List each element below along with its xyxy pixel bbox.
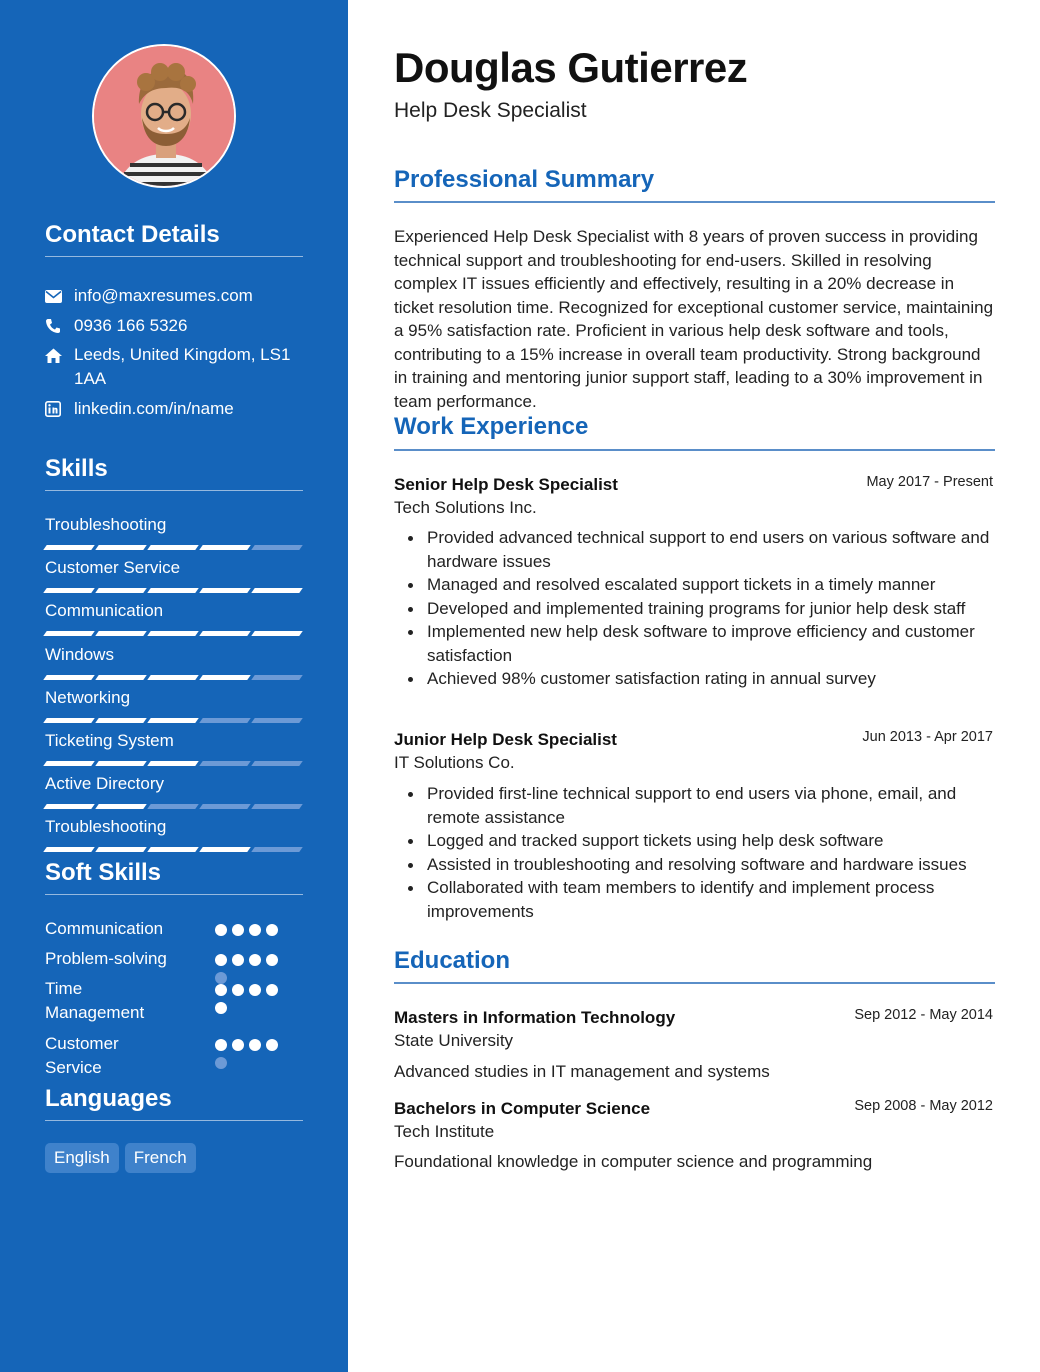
job-dates: Jun 2013 - Apr 2017 [862,729,993,745]
skill-rating-segment [95,718,147,723]
skill-rating-segment [43,804,95,809]
skill-rating-segment [43,675,95,680]
languages-list [45,1143,196,1173]
skill-rating-segment [251,675,303,680]
job-title: Junior Help Desk Specialist [394,730,617,749]
degree-dates: Sep 2012 - May 2014 [854,1007,993,1023]
skill-item [45,730,303,766]
summary-heading: Professional Summary [394,166,655,193]
skill-item [45,773,303,809]
skill-rating-segment [251,847,303,852]
skill-rating-segment [95,847,147,852]
skill-rating-bar [45,761,303,766]
soft-skill-rating [215,1039,295,1075]
rating-dot [249,954,261,966]
rating-dot [215,1057,227,1069]
rating-dot [232,954,244,966]
rating-dot [266,954,278,966]
job-bullet: Assisted in troubleshooting and resolving software and hardware issues [394,853,995,877]
rating-dot [215,1002,227,1014]
experience-heading: Work Experience [394,413,589,440]
skill-rating-segment [199,588,251,593]
skill-item [45,687,303,723]
skill-rating-bar [45,588,303,593]
avatar-photo [94,46,236,188]
contact-phone[interactable]: 0936 166 5326 [45,314,303,338]
phone-icon [45,314,74,338]
home-icon [45,343,74,367]
job-bullet: Developed and implemented training programs for junior help desk staff [394,597,995,621]
soft-skill-label: Time Management [45,979,145,1022]
skill-rating-segment [95,545,147,550]
job-bullet: Logged and tracked support tickets using help desk software [394,829,995,853]
job-bullet: Implemented new help desk software to improve efficiency and customer satisfaction [394,620,995,667]
skill-rating-segment [199,761,251,766]
soft-skills-divider [45,894,303,895]
skill-label: Active Directory [45,774,165,793]
skill-rating-segment [251,718,303,723]
job-bullets [394,526,995,691]
rating-dot [215,1039,227,1051]
job-company: Tech Solutions Inc. [394,498,537,517]
skill-item [45,816,303,852]
skill-rating-segment [147,718,199,723]
rating-dot [266,984,278,996]
degree-description: Foundational knowledge in computer science and programming [394,1152,873,1171]
skill-rating-segment [147,847,199,852]
skill-rating-segment [199,675,251,680]
skills-divider [45,490,303,491]
rating-dot [215,972,227,984]
job-title: Senior Help Desk Specialist [394,475,618,494]
degree-title: Masters in Information Technology [394,1008,676,1027]
skill-rating-segment [199,718,251,723]
linkedin-icon [45,397,74,421]
soft-skills-heading: Soft Skills [45,859,162,886]
contact-divider [45,256,303,257]
contact-email[interactable]: info@maxresumes.com [45,284,303,308]
skill-rating-segment [147,804,199,809]
skill-item [45,600,303,636]
skill-rating-segment [43,847,95,852]
avatar [92,44,236,188]
summary-text: Experienced Help Desk Specialist with 8 years of proven success in providing technical support and troubleshooting for end-users. Skilled in resolving complex IT issues efficiently and effectively, resulting in a 20% decrease in ticket resolution time. Recognized for exceptional customer service, maintaining a 95% satisfaction rate. Proficient in various help desk software and tools, contributing to a 15% increase in overall team productivity. Strong background in training and mentoring junior support staff, leading to a 30% improvement in team performance. [394,227,994,411]
summary-divider [394,201,995,203]
skill-label: Troubleshooting [45,817,167,836]
skill-rating-segment [95,761,147,766]
degree-title: Bachelors in Computer Science [394,1099,651,1118]
school-name: State University [394,1031,514,1050]
skill-item [45,644,303,680]
experience-divider [394,449,995,451]
job-bullet: Provided advanced technical support to end users on various software and hardware issues [394,526,995,573]
skill-item [45,557,303,593]
skill-rating-bar [45,545,303,550]
language-chip: French [125,1143,196,1173]
contact-linkedin[interactable]: linkedin.com/in/name [45,397,303,421]
skill-rating-segment [251,631,303,636]
rating-dot [266,924,278,936]
rating-dot [249,984,261,996]
skill-rating-bar [45,718,303,723]
skill-label: Communication [45,601,164,620]
education-divider [394,982,995,984]
skill-rating-segment [147,545,199,550]
skill-rating-segment [43,588,95,593]
job-bullet: Managed and resolved escalated support tickets in a timely manner [394,573,995,597]
soft-skill-label: Customer Service [45,1034,119,1077]
rating-dot [232,984,244,996]
contact-address: Leeds, United Kingdom, LS1 1AA [45,343,303,391]
skill-rating-bar [45,675,303,680]
job-bullets [394,782,995,923]
skill-rating-segment [147,588,199,593]
skill-rating-segment [251,545,303,550]
skill-rating-segment [199,545,251,550]
skill-rating-segment [43,718,95,723]
soft-skill-rating [215,924,295,942]
skill-rating-segment [199,804,251,809]
skill-rating-segment [43,631,95,636]
skill-label: Customer Service [45,558,181,577]
languages-divider [45,1120,303,1121]
degree-description: Advanced studies in IT management and systems [394,1062,770,1081]
soft-skill-rating [215,984,295,1020]
soft-skill-label: Problem-solving [45,949,167,968]
skills-heading: Skills [45,455,108,482]
skill-label: Networking [45,688,131,707]
job-bullet: Achieved 98% customer satisfaction rating in annual survey [394,667,995,691]
job-bullet: Provided first-line technical support to end users via phone, email, and remote assistance [394,782,995,829]
skill-rating-bar [45,631,303,636]
skill-rating-segment [199,631,251,636]
degree-dates: Sep 2008 - May 2012 [854,1098,993,1114]
skill-rating-segment [95,631,147,636]
job-bullet: Collaborated with team members to identify and implement process improvements [394,876,995,923]
skill-rating-segment [147,761,199,766]
candidate-role: Help Desk Specialist [394,99,587,122]
skill-rating-segment [43,761,95,766]
candidate-name: Douglas Gutierrez [394,44,748,91]
rating-dot [215,984,227,996]
envelope-icon [45,284,74,308]
rating-dot [215,954,227,966]
skill-item [45,514,303,550]
skill-rating-segment [251,804,303,809]
skill-label: Troubleshooting [45,515,167,534]
skill-rating-segment [43,545,95,550]
soft-skill-label: Communication [45,919,164,938]
rating-dot [215,924,227,936]
job-dates: May 2017 - Present [866,474,993,490]
contact-heading: Contact Details [45,221,220,248]
skill-rating-segment [95,804,147,809]
rating-dot [249,1039,261,1051]
skill-rating-segment [251,588,303,593]
skill-label: Windows [45,645,114,664]
skill-rating-bar [45,847,303,852]
skill-rating-segment [251,761,303,766]
education-heading: Education [394,947,511,974]
skill-rating-bar [45,804,303,809]
skill-rating-segment [199,847,251,852]
school-name: Tech Institute [394,1122,495,1141]
rating-dot [232,1039,244,1051]
skill-rating-segment [95,588,147,593]
job-company: IT Solutions Co. [394,753,515,772]
rating-dot [232,924,244,936]
skill-rating-segment [147,631,199,636]
skill-rating-segment [147,675,199,680]
sidebar [0,0,348,1372]
languages-heading: Languages [45,1085,172,1112]
language-chip: English [45,1143,119,1173]
skill-rating-segment [95,675,147,680]
rating-dot [249,924,261,936]
skill-label: Ticketing System [45,731,174,750]
rating-dot [266,1039,278,1051]
